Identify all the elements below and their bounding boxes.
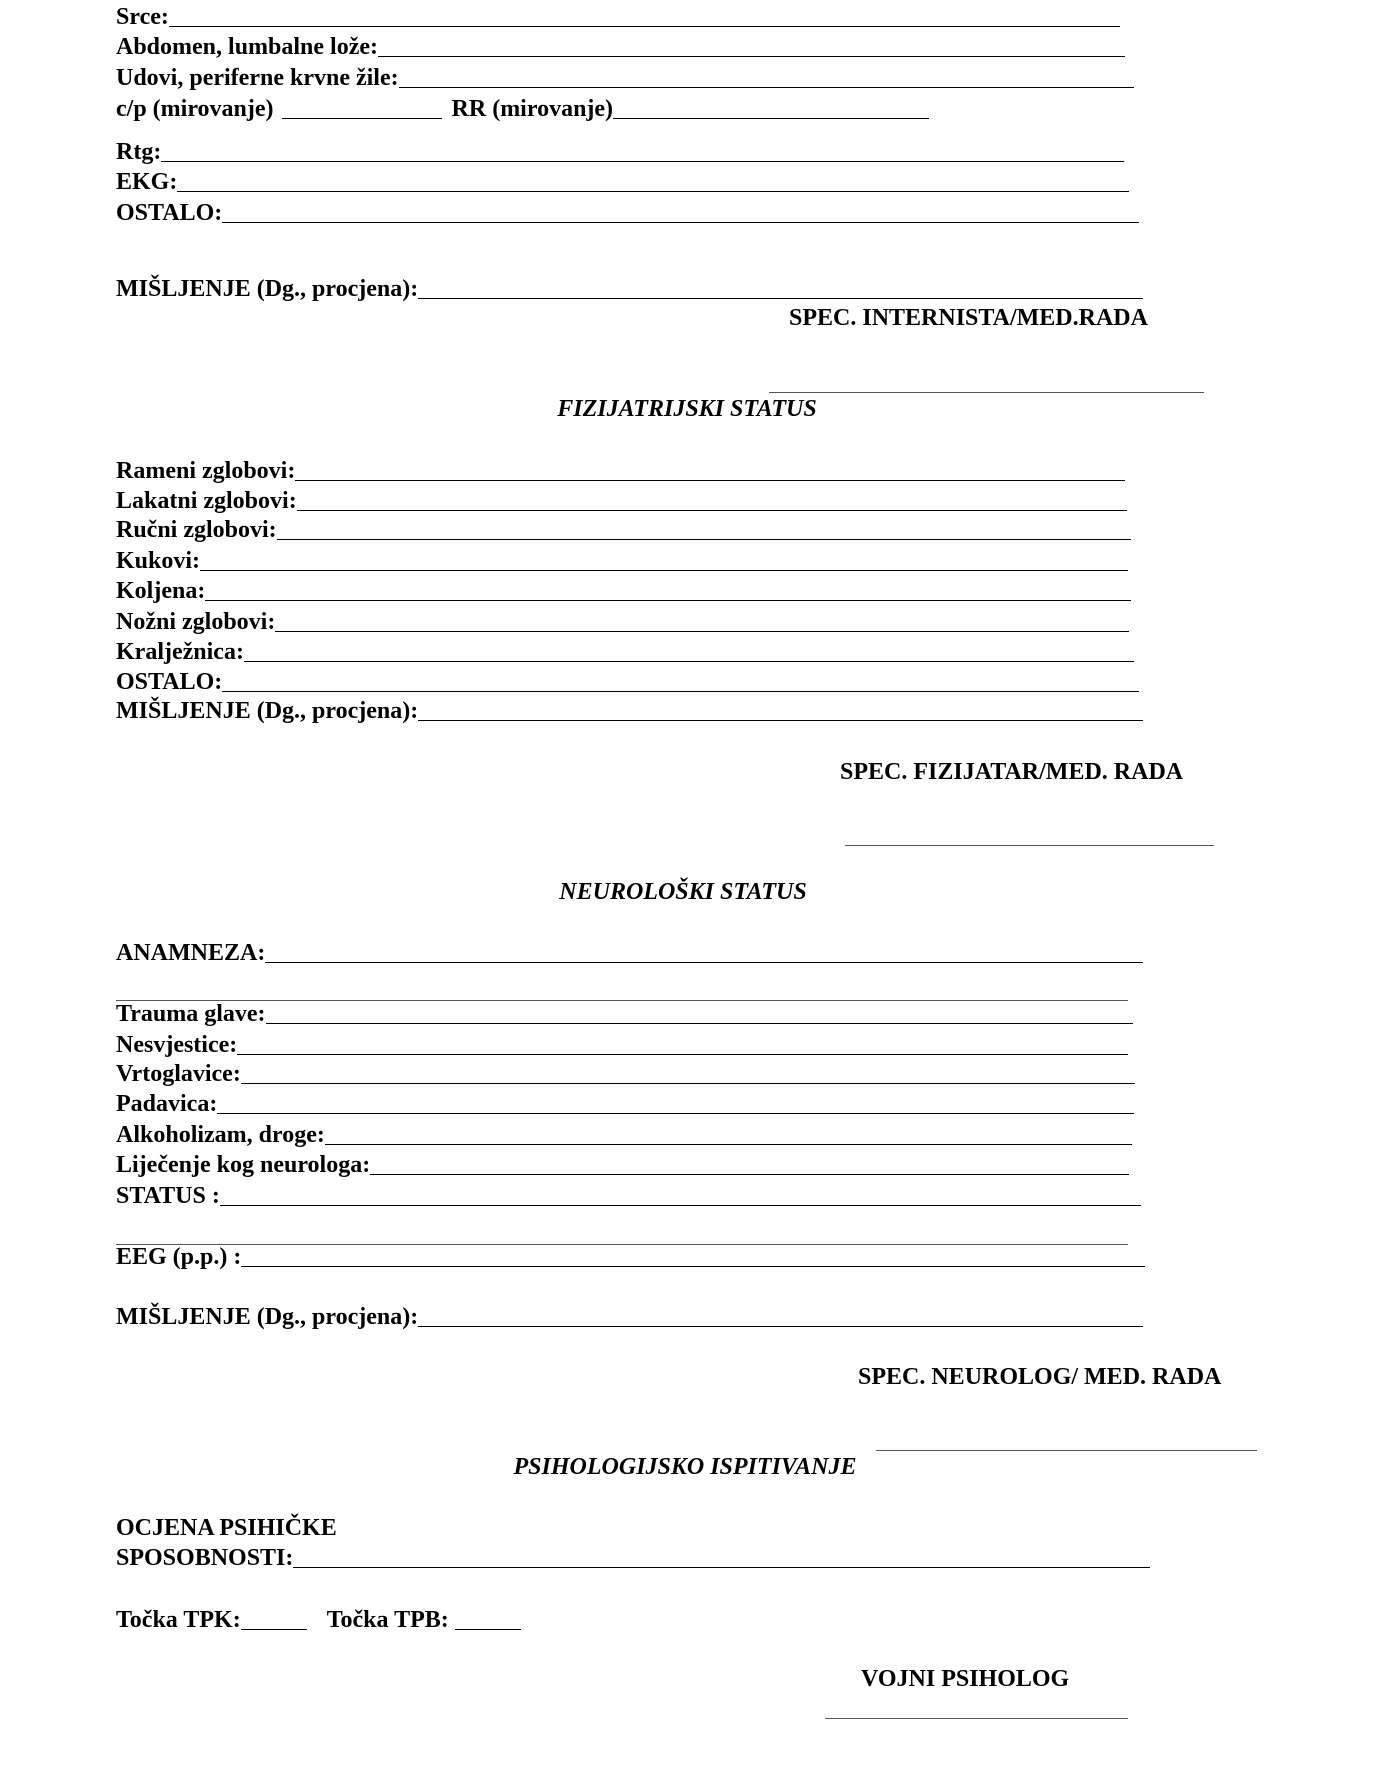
field-input-line[interactable] [241,1244,1145,1267]
cp-input-line[interactable] [282,96,442,119]
field-input-line[interactable] [222,200,1139,223]
field-input-line[interactable] [370,1152,1129,1175]
field-input-line[interactable] [266,1001,1133,1024]
form-field-row [116,1090,1134,1118]
field-label: Nožni zglobovi: [116,609,276,635]
tpk-input-line[interactable] [241,1607,307,1630]
tpb-input-line[interactable] [455,1607,521,1630]
cp-label: c/p (mirovanje) [116,96,274,122]
field-input-line[interactable] [116,1222,1128,1245]
field-input-line[interactable] [237,1032,1128,1055]
field-label: ANAMNEZA: [116,940,266,966]
field-label: Abdomen, lumbalne lože: [116,34,379,60]
field-input-line[interactable] [222,669,1139,692]
field-label: Srce: [116,4,169,30]
neurology-signature-label: SPEC. NEUROLOG/ MED. RADA [858,1364,1222,1390]
field-input-line[interactable] [418,698,1143,721]
form-field-row [116,577,1131,605]
field-input-line[interactable] [325,1122,1132,1145]
eeg-row [116,1243,1145,1271]
form-field-row [116,3,1120,31]
field-label: Ručni zglobovi: [116,517,277,543]
field-input-line[interactable] [205,578,1131,601]
form-field-row [116,1031,1128,1059]
field-label: MIŠLJENJE (Dg., procjena): [116,1304,419,1330]
field-label: MIŠLJENJE (Dg., procjena): [116,276,419,302]
rr-label: RR (mirovanje) [451,96,614,122]
psychology-signature-label: VOJNI PSIHOLOG [861,1666,1070,1692]
field-label: MIŠLJENJE (Dg., procjena): [116,698,419,724]
form-field-row [116,1000,1133,1028]
field-label: Rameni zglobovi: [116,458,296,484]
form-field-row [116,1060,1135,1088]
form-field-row [116,457,1125,485]
form-field-row [116,138,1124,166]
form-field-row [116,516,1131,544]
psychology-section-title: PSIHOLOGIJSKO ISPITIVANJE [513,1454,857,1480]
cp-rr-row [116,95,929,123]
tpb-label: Točka TPB: [326,1607,449,1633]
form-field-row [116,1121,1132,1149]
field-input-line[interactable] [177,169,1129,192]
form-field-row [116,33,1125,61]
field-input-line[interactable] [200,548,1128,571]
field-label: Lakatni zglobovi: [116,488,297,514]
form-field-row [116,64,1134,92]
signature-line[interactable] [845,845,1214,846]
signature-line[interactable] [769,392,1204,393]
field-input-line[interactable] [220,1183,1141,1206]
field-label: Nesvjestice: [116,1032,238,1058]
signature-line[interactable] [825,1718,1128,1719]
field-input-line[interactable] [116,978,1128,1001]
form-field-row [116,638,1134,666]
form-field-row [116,487,1127,515]
field-label: Padavica: [116,1091,218,1117]
field-label: Trauma glave: [116,1001,266,1027]
field-input-line[interactable] [399,65,1134,88]
field-label: Kralježnica: [116,639,244,665]
field-input-line[interactable] [244,639,1134,662]
neurology-section-title: NEUROLOŠKI STATUS [559,879,807,905]
assessment-row [116,1544,1150,1572]
form-field-row [116,1182,1141,1210]
form-field-row [116,547,1128,575]
form-field-row [116,668,1139,696]
field-input-line[interactable] [277,517,1131,540]
opinion-row [116,275,1143,303]
field-label: SPOSOBNOSTI: [116,1545,294,1571]
field-input-line[interactable] [418,1304,1143,1327]
field-input-line[interactable] [295,458,1125,481]
field-label: OSTALO: [116,669,223,695]
form-field-row [116,1151,1129,1179]
field-input-line[interactable] [275,609,1129,632]
field-label: Liječenje kog neurologa: [116,1152,371,1178]
field-label: Rtg: [116,139,162,165]
physiatry-signature-label: SPEC. FIZIJATAR/MED. RADA [840,759,1184,785]
form-field-row [116,168,1129,196]
field-input-line[interactable] [297,488,1127,511]
tpk-tpb-row [116,1606,521,1634]
field-input-line[interactable] [169,4,1120,27]
field-label: Alkoholizam, droge: [116,1122,325,1148]
signature-line[interactable] [876,1450,1257,1451]
opinion-row [116,1303,1143,1331]
internist-signature-label: SPEC. INTERNISTA/MED.RADA [789,305,1148,331]
field-input-line[interactable] [161,139,1124,162]
anamneza-row [116,939,1143,967]
field-label: EKG: [116,169,178,195]
form-field-row [116,697,1143,725]
field-label: EEG (p.p.) : [116,1244,242,1270]
field-label: OSTALO: [116,200,223,226]
form-field-row [116,199,1139,227]
assessment-label-row [116,1514,337,1542]
field-input-line[interactable] [217,1091,1134,1114]
field-input-line[interactable] [378,34,1125,57]
form-field-row [116,608,1129,636]
field-input-line[interactable] [418,276,1143,299]
physiatry-section-title: FIZIJATRIJSKI STATUS [557,396,817,422]
field-input-line[interactable] [265,940,1143,963]
field-label: STATUS : [116,1183,220,1209]
field-label: Udovi, periferne krvne žile: [116,65,399,91]
field-input-line[interactable] [241,1061,1135,1084]
field-label: OCJENA PSIHIČKE [116,1515,337,1541]
field-label: Vrtoglavice: [116,1061,241,1087]
field-input-line[interactable] [293,1545,1150,1568]
field-label: Kukovi: [116,548,201,574]
tpk-label: Točka TPK: [116,1607,241,1633]
rr-input-line[interactable] [613,96,929,119]
field-label: Koljena: [116,578,206,604]
